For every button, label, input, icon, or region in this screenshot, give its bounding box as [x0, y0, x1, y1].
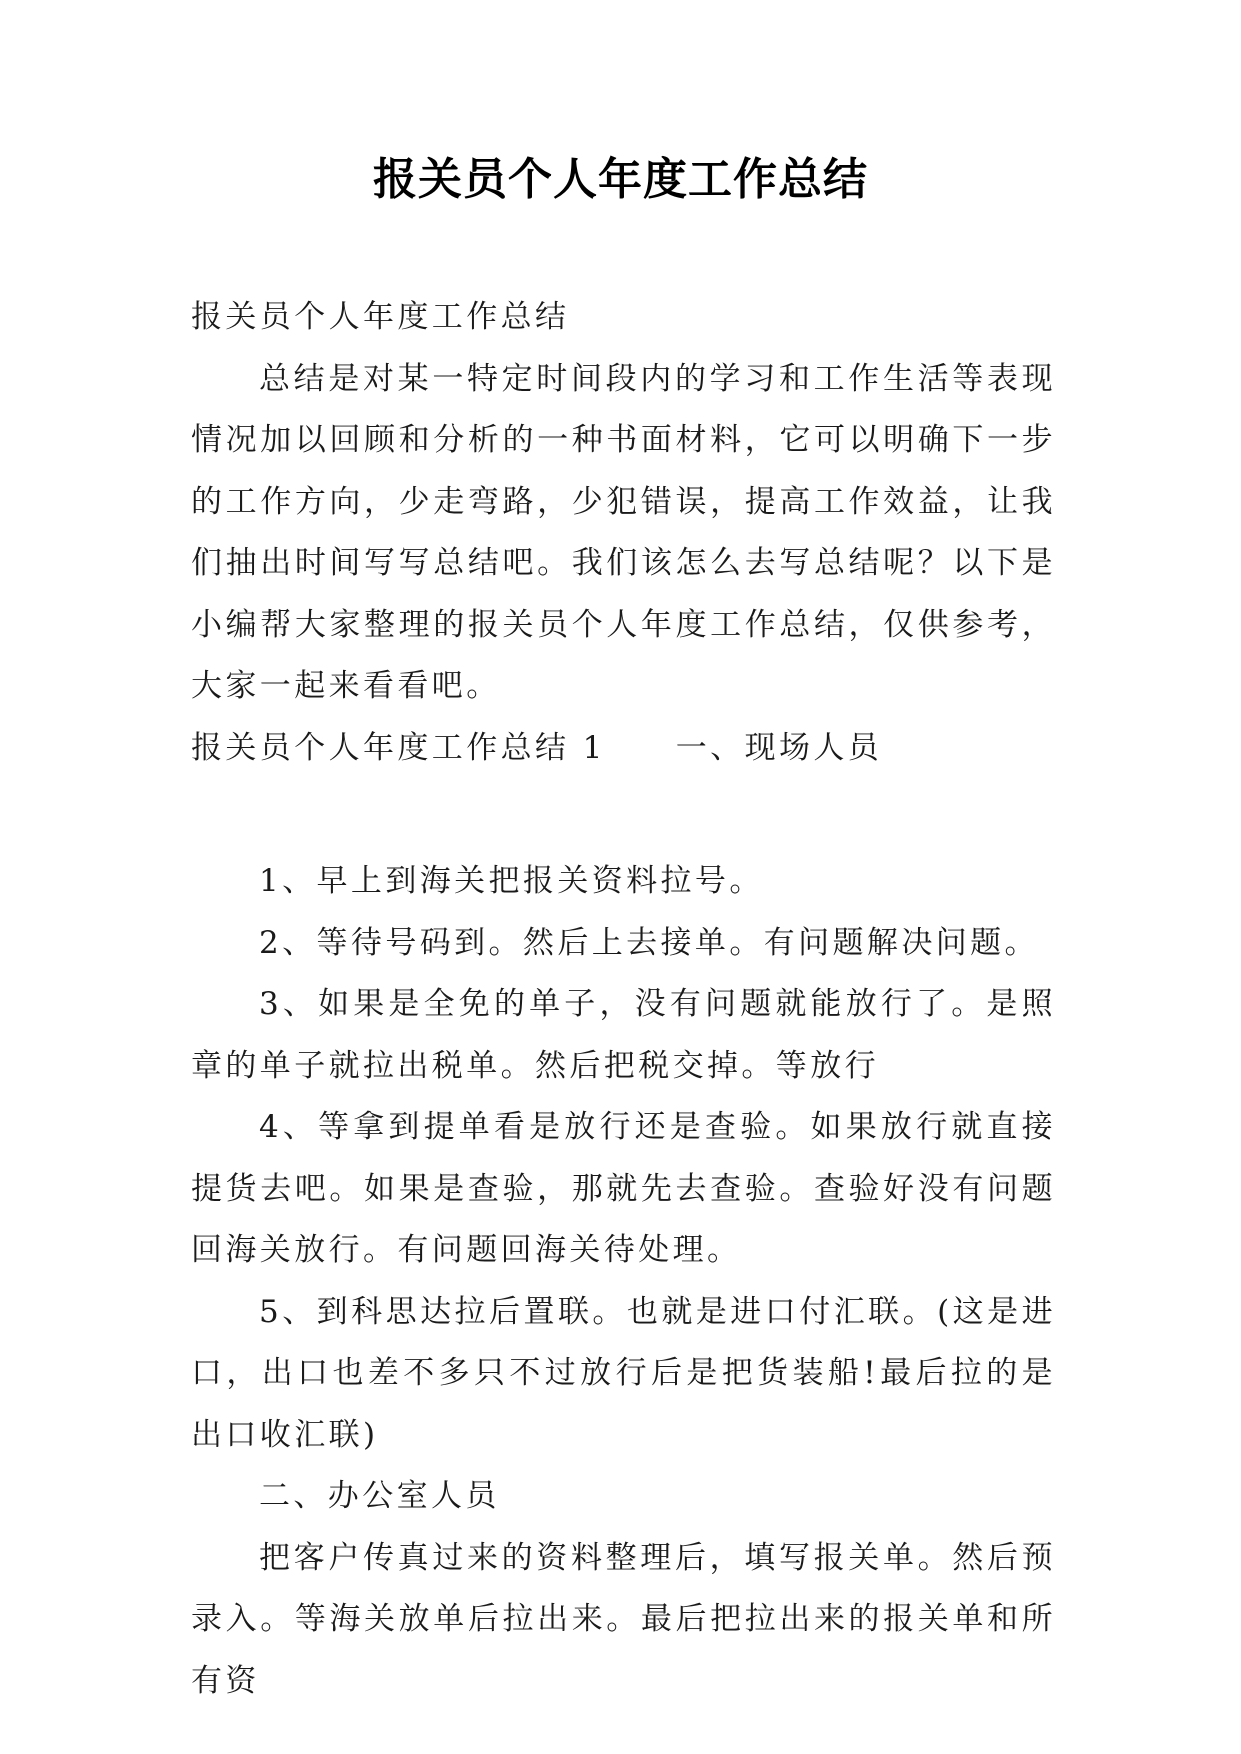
step-paragraph: 2、等待号码到。然后上去接单。有问题解决问题。 — [259, 924, 1039, 961]
section-heading: 报关员个人年度工作总结 1 — [191, 729, 606, 766]
step-paragraph: 5、到科思达拉后置联。也就是进口付汇联。(这是进口，出口也差不多只不过放行后是把货装船!最后拉的是出口收汇联) — [191, 1293, 1056, 1453]
spacer — [191, 779, 1056, 851]
intro-paragraph: 总结是对某一特定时间段内的学习和工作生活等表现情况加以回顾和分析的一种书面材料，它可以明确下一步的工作方向，少走弯路，少犯错误，提高工作效益，让我们抽出时间写写总结吧。我们该怎么去写总结呢？以下是小编帮大家整理的报关员个人年度工作总结，仅供参考，大家一起来看看吧。 — [191, 360, 1056, 704]
step-paragraph: 3、如果是全免的单子，没有问题就能放行了。是照章的单子就拉出税单。然后把税交掉。等放行 — [191, 986, 1056, 1084]
step-paragraph: 4、等拿到提单看是放行还是查验。如果放行就直接提货去吧。如果是查验，那就先去查验。查验好没有问题回海关放行。有问题回海关待处理。 — [191, 1109, 1056, 1268]
document-body — [191, 287, 1056, 1712]
document-title: 报关员个人年度工作总结 — [373, 154, 868, 205]
subtitle: 报关员个人年度工作总结 — [191, 299, 570, 335]
section-heading-line — [191, 718, 1056, 780]
part-heading: 一、现场人员 — [675, 729, 883, 766]
part-heading: 二、办公室人员 — [259, 1478, 500, 1514]
step-paragraph: 1、早上到海关把报关资料拉号。 — [259, 863, 764, 899]
body-paragraph: 把客户传真过来的资料整理后，填写报关单。然后预录入。等海关放单后拉出来。最后把拉出来的报关单和所有资 — [191, 1539, 1056, 1699]
